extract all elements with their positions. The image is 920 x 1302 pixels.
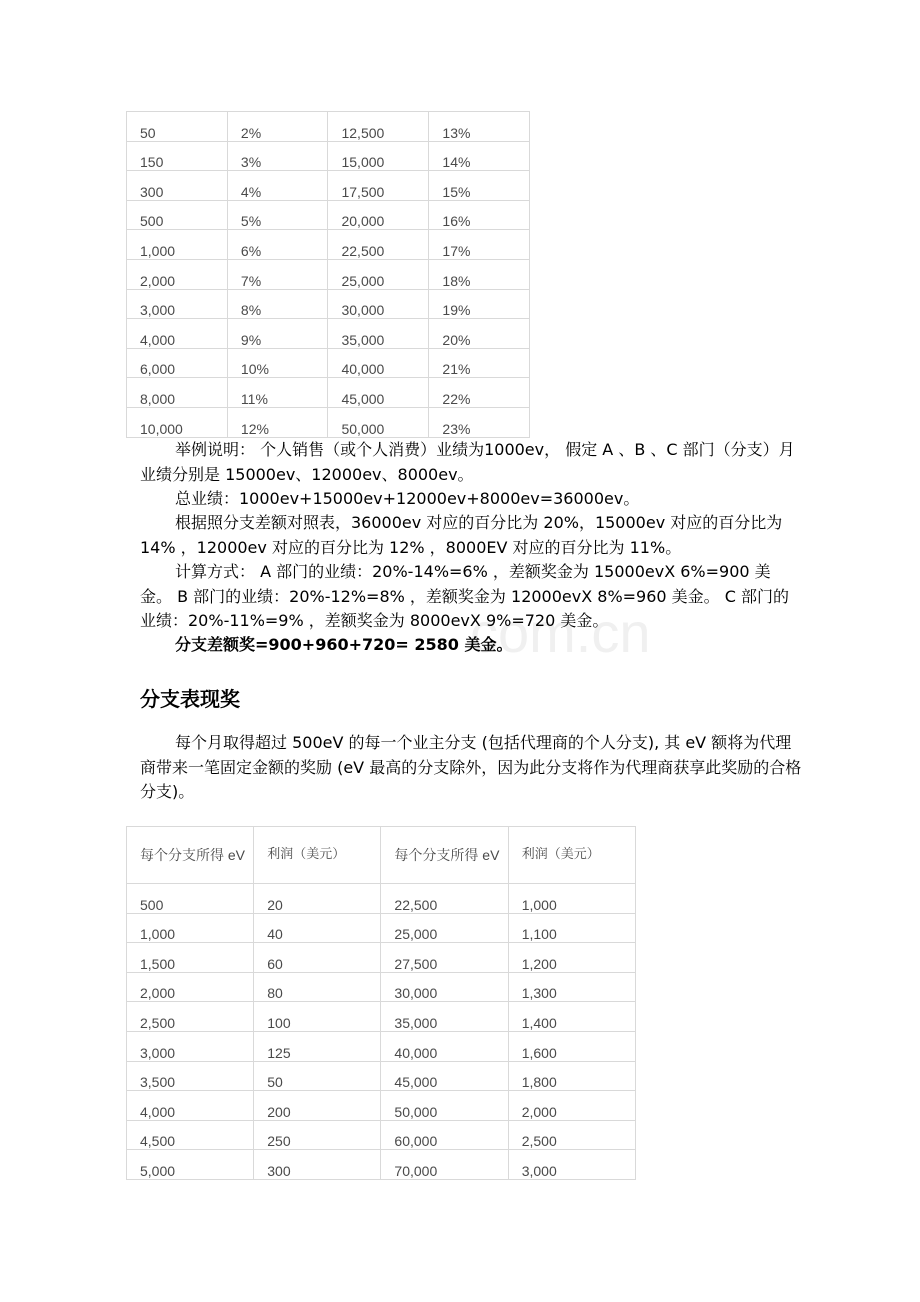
calculation-paragraph: 计算方式： A 部门的业绩：20%-14%=6% ，差额奖金为 15000evX 6%=900 美金。 B 部门的业绩：20%-12%=8% ，差额奖金为 12000evX 8%=960 美金。 C 部门的业绩：20%-11%=9% ，差额奖金为 8000evX 9%=720 美金。: [140, 562, 790, 630]
table-cell: 27,500: [381, 943, 508, 973]
table-cell: 70,000: [381, 1150, 508, 1180]
table-cell: 50: [254, 1061, 381, 1091]
table-row: [127, 348, 530, 378]
table-cell: 6%: [227, 230, 328, 260]
table-cell: 16%: [429, 200, 530, 230]
table-row: [127, 1091, 636, 1121]
table-cell: 20%: [429, 319, 530, 349]
table-cell: 1,100: [508, 913, 635, 943]
table-row: [127, 943, 636, 973]
table-cell: 17,500: [328, 171, 429, 201]
table-cell: 14%: [429, 141, 530, 171]
table-cell: 1,000: [127, 913, 254, 943]
table-cell: 22%: [429, 378, 530, 408]
table-cell: 40: [254, 913, 381, 943]
table-cell: 15,000: [328, 141, 429, 171]
example-paragraph: 举例说明： 个人销售（或个人消费）业绩为1000ev， 假定 A 、B 、C 部门（分支）月业绩分别是 15000ev、12000ev、8000ev。: [140, 440, 795, 484]
header-cell: 利润（美元）: [254, 827, 381, 884]
table-header-row: [127, 827, 636, 884]
table-cell: 100: [254, 1002, 381, 1032]
table-cell: 4,500: [127, 1120, 254, 1150]
table-cell: 35,000: [328, 319, 429, 349]
section-heading: 分支表现奖: [140, 687, 240, 711]
table-row: [127, 319, 530, 349]
header-cell: 每个分支所得 eV: [127, 827, 254, 884]
table-row: [127, 200, 530, 230]
table-cell: 1,300: [508, 972, 635, 1002]
table-cell: 80: [254, 972, 381, 1002]
table-cell: 3,000: [508, 1150, 635, 1180]
table-cell: 35,000: [381, 1002, 508, 1032]
table-cell: 1,400: [508, 1002, 635, 1032]
watermark: com.cn: [470, 601, 651, 664]
table-cell: 500: [127, 200, 228, 230]
table-cell: 19%: [429, 289, 530, 319]
table-cell: 7%: [227, 259, 328, 289]
table-cell: 40,000: [381, 1031, 508, 1061]
table-cell: 12,500: [328, 112, 429, 142]
total-paragraph: 总业绩：1000ev+15000ev+12000ev+8000ev=36000ev。: [175, 489, 640, 508]
table-cell: 1,000: [127, 230, 228, 260]
table-cell: 11%: [227, 378, 328, 408]
table-cell: 20: [254, 884, 381, 914]
table-cell: 4,000: [127, 319, 228, 349]
table-cell: 9%: [227, 319, 328, 349]
table-cell: 1,500: [127, 943, 254, 973]
table-row: [127, 1061, 636, 1091]
table-cell: 1,200: [508, 943, 635, 973]
table-cell: 125: [254, 1031, 381, 1061]
description-paragraph: 每个月取得超过 500eV 的每一个业主分支 (包括代理商的个人分支), 其 eV 额将为代理商带来一笔固定金额的奖励 (eV 最高的分支除外，因为此分支将作为代理商获享此奖励的合格分支)。: [140, 733, 802, 801]
table-row: [127, 141, 530, 171]
table-cell: 2,000: [508, 1091, 635, 1121]
table-row: [127, 171, 530, 201]
table-row: [127, 407, 530, 437]
table-cell: 2,500: [508, 1120, 635, 1150]
table-cell: 22,500: [381, 884, 508, 914]
table-cell: 300: [127, 171, 228, 201]
table-cell: 1,800: [508, 1061, 635, 1091]
table-row: [127, 1002, 636, 1032]
table-cell: 4,000: [127, 1091, 254, 1121]
lookup-paragraph: 根据照分支差额对照表，36000ev 对应的百分比为 20%，15000ev 对应的百分比为 14% ，12000ev 对应的百分比为 12% ，8000EV 对应的百分比为 11%。: [140, 513, 783, 557]
header-cell: 每个分支所得 eV: [381, 827, 508, 884]
table-cell: 15%: [429, 171, 530, 201]
table-cell: 300: [254, 1150, 381, 1180]
table-cell: 200: [254, 1091, 381, 1121]
table-cell: 22,500: [328, 230, 429, 260]
table-row: [127, 112, 530, 142]
table-cell: 10,000: [127, 407, 228, 437]
table-cell: 1,600: [508, 1031, 635, 1061]
table-cell: 5,000: [127, 1150, 254, 1180]
table-cell: 20,000: [328, 200, 429, 230]
table-row: [127, 230, 530, 260]
table-cell: 60,000: [381, 1120, 508, 1150]
table-cell: 40,000: [328, 348, 429, 378]
table-cell: 2,000: [127, 259, 228, 289]
table-cell: 18%: [429, 259, 530, 289]
table-cell: 50: [127, 112, 228, 142]
table-cell: 3,000: [127, 289, 228, 319]
table-cell: 500: [127, 884, 254, 914]
table-cell: 30,000: [381, 972, 508, 1002]
table-cell: 150: [127, 141, 228, 171]
table-row: [127, 972, 636, 1002]
table-cell: 25,000: [328, 259, 429, 289]
table-cell: 1,000: [508, 884, 635, 914]
header-cell: 利润（美元）: [508, 827, 635, 884]
sum-paragraph: 分支差额奖=900+960+720= 2580 美金。: [175, 635, 513, 654]
table-row: [127, 1150, 636, 1180]
table-row: [127, 378, 530, 408]
table-cell: 45,000: [381, 1061, 508, 1091]
table-cell: 21%: [429, 348, 530, 378]
table-cell: 12%: [227, 407, 328, 437]
table-row: [127, 884, 636, 914]
table-cell: 3,000: [127, 1031, 254, 1061]
table-cell: 4%: [227, 171, 328, 201]
table-cell: 2,000: [127, 972, 254, 1002]
table-cell: 2,500: [127, 1002, 254, 1032]
table-cell: 2%: [227, 112, 328, 142]
table-cell: 8%: [227, 289, 328, 319]
table-cell: 45,000: [328, 378, 429, 408]
table-cell: 25,000: [381, 913, 508, 943]
table-cell: 60: [254, 943, 381, 973]
branch-performance-table: [126, 826, 636, 1180]
table-cell: 6,000: [127, 348, 228, 378]
differential-rate-table: [126, 111, 530, 438]
table-cell: 30,000: [328, 289, 429, 319]
table-cell: 17%: [429, 230, 530, 260]
table-row: [127, 1031, 636, 1061]
table-row: [127, 259, 530, 289]
table-cell: 13%: [429, 112, 530, 142]
table-cell: 8,000: [127, 378, 228, 408]
table-cell: 250: [254, 1120, 381, 1150]
table-row: [127, 1120, 636, 1150]
table-cell: 10%: [227, 348, 328, 378]
table-cell: 23%: [429, 407, 530, 437]
table-cell: 5%: [227, 200, 328, 230]
table-cell: 3%: [227, 141, 328, 171]
table-cell: 50,000: [328, 407, 429, 437]
table-row: [127, 913, 636, 943]
table-cell: 3,500: [127, 1061, 254, 1091]
table-row: [127, 289, 530, 319]
table-cell: 50,000: [381, 1091, 508, 1121]
